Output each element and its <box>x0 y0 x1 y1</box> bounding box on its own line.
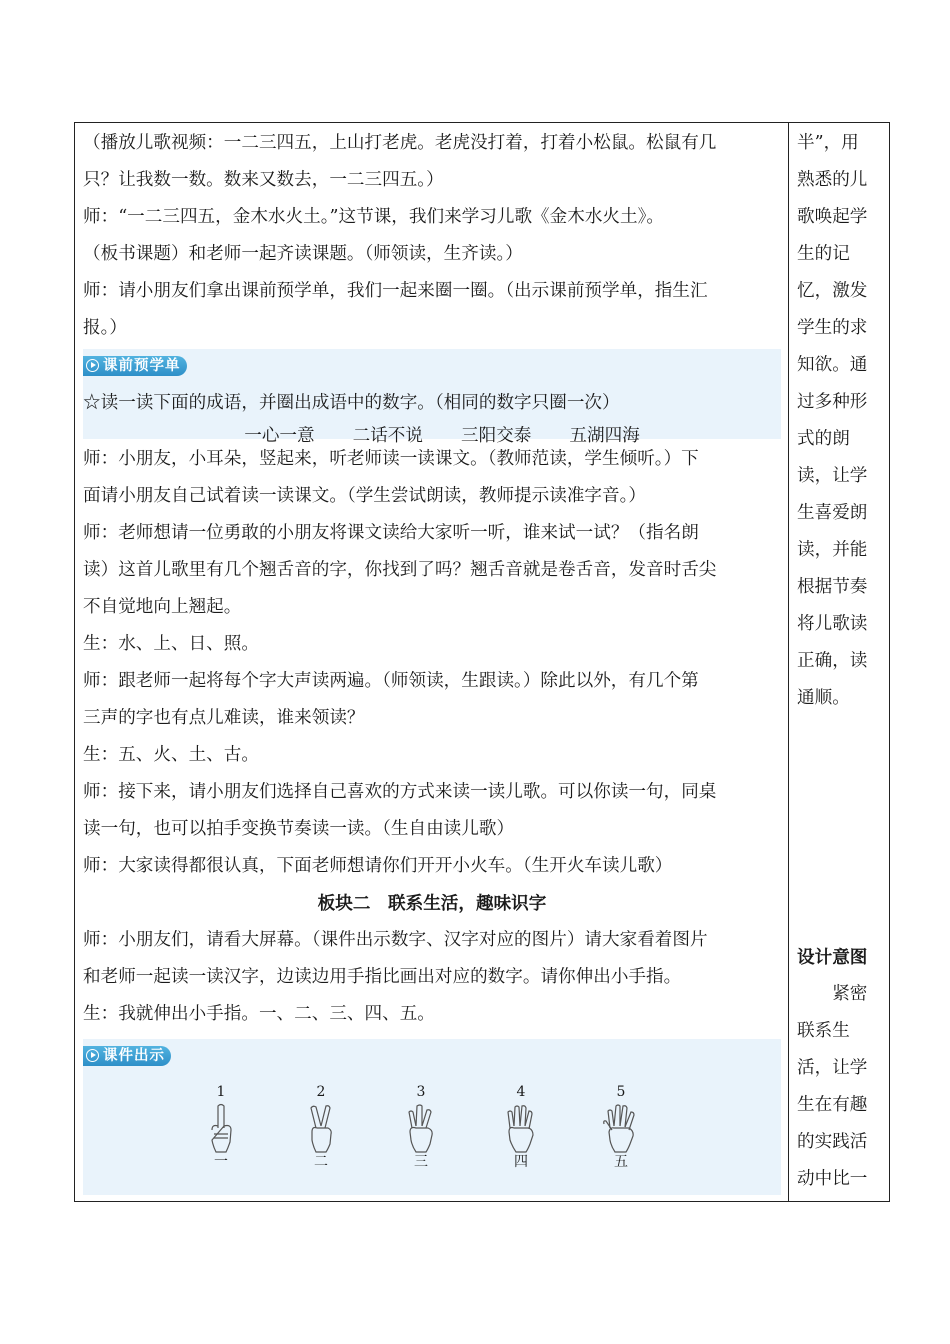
text-line: 师：小朋友们，请看大屏幕。（课件出示数字、汉字对应的图片）请大家看着图片 <box>83 930 708 950</box>
note-line: 半”，用 <box>797 133 859 153</box>
column-divider <box>788 123 789 1201</box>
hand-hanzi: 二 <box>314 1154 328 1170</box>
prestudy-panel <box>83 349 781 446</box>
note-line: 歌唤起学 <box>797 207 868 227</box>
note-line: 正确，读 <box>797 651 868 671</box>
hand-figure-2 <box>293 1084 349 1170</box>
note-line: 生在有趣 <box>797 1095 868 1115</box>
text-line: 不自觉地向上翘起。 <box>83 597 242 617</box>
note-line: 熟悉的儿 <box>797 170 868 190</box>
note-line: 生喜爱朗 <box>797 503 868 523</box>
idiom: 三阳交泰 <box>461 426 532 446</box>
hand-hanzi: 一 <box>214 1154 228 1170</box>
text-line: 生：五、火、土、古。 <box>83 745 259 765</box>
note-line: 式的朗 <box>797 429 850 449</box>
note-line: 紧密 <box>797 984 868 1004</box>
note-line: 生的记 <box>797 244 850 264</box>
play-circle-icon <box>86 359 99 372</box>
text-line: 师：请小朋友们拿出课前预学单，我们一起来圈一圈。（出示课前预学单，指生汇 <box>83 281 708 301</box>
note-line: 读，让学 <box>797 466 868 486</box>
hand-hanzi: 三 <box>414 1154 428 1170</box>
idiom: 二话不说 <box>352 426 423 446</box>
four-fingers-hand-icon <box>504 1102 538 1154</box>
text-line: 只？让我数一数。数来又数去，一二三四五。） <box>83 170 444 190</box>
hand-count-figures <box>83 1076 781 1170</box>
hand-number: 1 <box>216 1084 226 1100</box>
hand-figure-3 <box>393 1084 449 1170</box>
one-finger-hand-icon <box>204 1102 238 1154</box>
two-fingers-hand-icon <box>304 1102 338 1154</box>
hand-figure-4 <box>493 1084 549 1170</box>
prestudy-label-text: 课前预学单 <box>103 357 181 374</box>
text-line: （播放儿歌视频：一二三四五，上山打老虎。老虎没打着，打着小松鼠。松鼠有几 <box>83 133 717 153</box>
hand-number: 5 <box>616 1084 626 1100</box>
text-line: 读）这首儿歌里有几个翘舌音的字，你找到了吗？翘舌音就是卷舌音，发音时舌尖 <box>83 560 717 580</box>
note-line: 学生的求 <box>797 318 868 338</box>
hand-hanzi: 四 <box>514 1154 528 1170</box>
hand-figure-5 <box>593 1084 649 1170</box>
section-title: 板块二 联系生活，趣味识字 <box>317 893 547 914</box>
text-line: 读一句，也可以拍手变换节奏读一读。（生自由读儿歌） <box>83 819 515 839</box>
courseware-label-text: 课件出示 <box>103 1047 165 1064</box>
hand-number: 2 <box>316 1084 326 1100</box>
prestudy-label <box>83 356 187 376</box>
hand-number: 4 <box>516 1084 526 1100</box>
design-intent-title: 设计意图 <box>797 947 868 968</box>
note-line: 通顺。 <box>797 688 850 708</box>
note-line: 联系生 <box>797 1021 850 1041</box>
note-line: 根据节奏 <box>797 577 868 597</box>
text-line: 生：水、上、日、照。 <box>83 634 259 654</box>
courseware-panel <box>83 1039 781 1195</box>
courseware-label <box>83 1046 171 1066</box>
hand-figure-1 <box>193 1084 249 1170</box>
text-line: 面请小朋友自己试着读一读课文。（学生尝试朗读，教师提示读准字音。） <box>83 486 646 506</box>
text-line: 和老师一起读一读汉字，边读边用手指比画出对应的数字。请你伸出小手指。 <box>83 967 682 987</box>
text-line: 师：大家读得都很认真，下面老师想请你们开开小火车。（生开火车读儿歌） <box>83 856 673 876</box>
text-line: 师：小朋友，小耳朵，竖起来，听老师读一读课文。（教师范读，学生倾听。）下 <box>83 449 699 469</box>
three-fingers-hand-icon <box>404 1102 438 1154</box>
teaching-process-column <box>83 125 781 1197</box>
play-circle-icon <box>86 1049 99 1062</box>
text-line: 师：“一二三四五，金木水火土。”这节课，我们来学习儿歌《金木水火土》。 <box>83 207 664 227</box>
note-line: 忆，激发 <box>797 281 868 301</box>
prestudy-instruction: ☆读一读下面的成语，并圈出成语中的数字。（相同的数字只圈一次） <box>83 393 620 413</box>
idiom: 一心一意 <box>244 426 315 446</box>
note-line: 知欲。通 <box>797 355 868 375</box>
note-line: 过多种形 <box>797 392 868 412</box>
note-line: 活，让学 <box>797 1058 868 1078</box>
text-line: 三声的字也有点儿难读，谁来领读？ <box>83 708 365 728</box>
note-line: 读，并能 <box>797 540 868 560</box>
idiom-list <box>83 420 781 452</box>
text-line: 师：接下来，请小朋友们选择自己喜欢的方式来读一读儿歌。可以你读一句，同桌 <box>83 782 717 802</box>
note-line: 的实践活 <box>797 1132 868 1152</box>
lesson-table <box>74 122 890 1202</box>
text-line: （板书课题）和老师一起齐读课题。（师领读，生齐读。） <box>83 244 523 264</box>
idiom: 五湖四海 <box>569 426 640 446</box>
text-line: 师：跟老师一起将每个字大声读两遍。（师领读，生跟读。）除此以外，有几个第 <box>83 671 699 691</box>
design-notes-column <box>797 125 881 1198</box>
note-line: 动中比一 <box>797 1169 868 1189</box>
hand-hanzi: 五 <box>614 1154 628 1170</box>
note-line: 将儿歌读 <box>797 614 868 634</box>
five-fingers-hand-icon <box>601 1102 641 1154</box>
text-line: 生：我就伸出小手指。一、二、三、四、五。 <box>83 1004 435 1024</box>
text-line: 师：老师想请一位勇敢的小朋友将课文读给大家听一听，谁来试一试？（指名朗 <box>83 523 699 543</box>
hand-number: 3 <box>416 1084 426 1100</box>
text-line: 报。） <box>83 318 127 338</box>
